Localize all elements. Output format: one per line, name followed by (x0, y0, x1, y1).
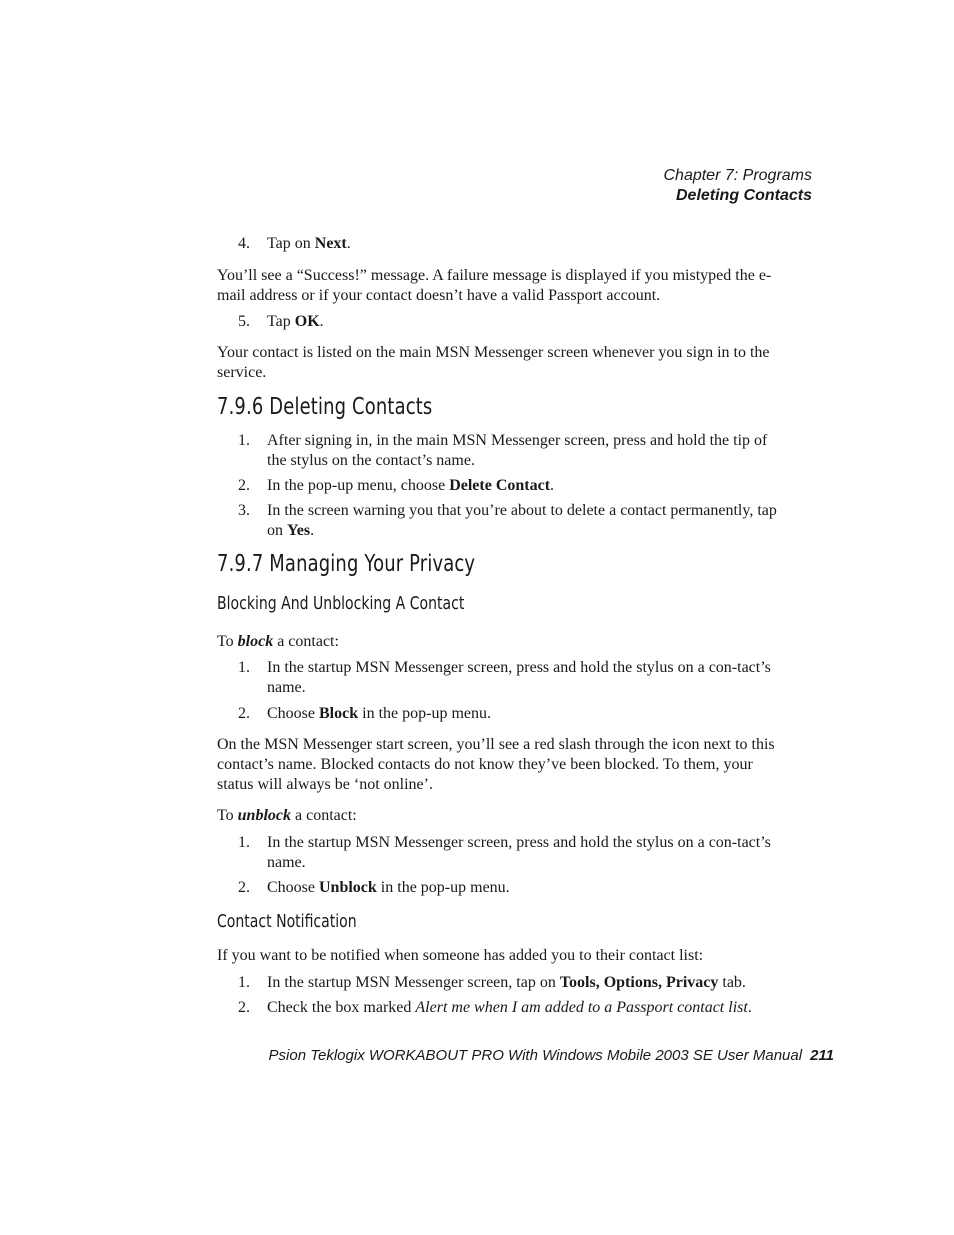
running-footer (269, 1047, 834, 1064)
item-bold: Unblock (319, 879, 377, 896)
item-number: 2. (238, 477, 250, 494)
page-number: 211 (810, 1047, 834, 1064)
item-text: In the startup MSN Messenger screen, press and hold the stylus on a con-tact’s name. (267, 659, 771, 696)
list-item (238, 658, 783, 698)
item-text-end: in the pop-up menu. (358, 705, 491, 722)
intro-text: To (217, 807, 238, 824)
list-item (238, 998, 783, 1018)
item-text: In the screen warning you that you’re about to delete a contact permanently, tap on (267, 502, 777, 539)
list-item (238, 833, 783, 873)
item-text-end: . (319, 313, 324, 330)
item-bold: Tools, Options, Privacy (559, 974, 719, 991)
item-text: Choose (267, 705, 319, 722)
paragraph (217, 632, 779, 652)
item-text-end: tab. (718, 974, 746, 991)
item-number: 3. (238, 502, 250, 519)
item-bold: Next (314, 235, 347, 252)
list-item (238, 312, 783, 332)
paragraph: If you want to be notified when someone has added you to their contact list: (217, 947, 704, 964)
item-number: 1. (238, 659, 250, 676)
item-text-end: . (310, 522, 315, 539)
intro-emphasis: unblock (237, 807, 291, 824)
intro-text-end: a contact: (291, 807, 357, 824)
item-number: 2. (238, 879, 250, 896)
item-text-end: . (550, 477, 555, 494)
paragraph: On the MSN Messenger start screen, you’ll see a red slash through the icon next to this contact’s name. Blocked contacts do not know they’ve been blocked. To them, your status will always be ‘not online’. (217, 736, 775, 793)
item-text: Choose (267, 879, 319, 896)
item-emphasis: Alert me when I am added to a Passport contact list (415, 999, 748, 1016)
item-text: Check the box marked (267, 999, 416, 1016)
item-text-end: . (346, 235, 351, 252)
item-number: 5. (238, 313, 250, 330)
item-bold: Block (319, 705, 359, 722)
item-number: 2. (238, 705, 250, 722)
list-item (238, 501, 783, 541)
item-text-end: . (747, 999, 752, 1016)
intro-text: To (217, 633, 238, 650)
item-bold: Yes (287, 522, 311, 539)
list-item (238, 973, 783, 993)
item-number: 1. (238, 834, 250, 851)
list-item (238, 476, 783, 496)
subsection-heading: Contact Notification (217, 911, 357, 932)
footer-title: Psion Teklogix WORKABOUT PRO With Windows Mobile 2003 SE User Manual (268, 1047, 803, 1064)
item-text: In the pop-up menu, choose (267, 477, 450, 494)
section-heading: 7.9.6 Deleting Contacts (217, 394, 433, 420)
intro-emphasis: block (237, 633, 274, 650)
item-text: Tap on (267, 235, 315, 252)
section-heading: 7.9.7 Managing Your Privacy (217, 551, 476, 577)
item-text-end: in the pop-up menu. (376, 879, 510, 896)
item-number: 1. (238, 432, 250, 449)
item-text: In the startup MSN Messenger screen, tap on (267, 974, 560, 991)
paragraph (217, 806, 779, 826)
item-bold: OK (294, 313, 320, 330)
list-item (238, 431, 783, 471)
item-number: 2. (238, 999, 250, 1016)
item-bold: Delete Contact (449, 477, 551, 494)
item-text: Tap (267, 313, 295, 330)
running-header-section: Deleting Contacts (675, 187, 812, 204)
item-text: In the startup MSN Messenger screen, press and hold the stylus on a con-tact’s name. (267, 834, 771, 871)
intro-text-end: a contact: (273, 633, 339, 650)
running-header-chapter: Chapter 7: Programs (663, 167, 812, 184)
list-item (238, 878, 783, 898)
subsection-heading: Blocking And Unblocking A Contact (217, 593, 465, 614)
item-text: After signing in, in the main MSN Messenger screen, press and hold the tip of the stylus on the contact’s name. (267, 432, 768, 469)
item-number: 4. (238, 235, 250, 252)
item-number: 1. (238, 974, 250, 991)
list-item (238, 704, 783, 724)
paragraph: Your contact is listed on the main MSN Messenger screen whenever you sign in to the service. (217, 344, 770, 381)
paragraph: You’ll see a “Success!” message. A failure message is displayed if you mistyped the e-mail address or if your contact doesn’t have a valid Passport account. (217, 267, 772, 304)
list-item (238, 234, 783, 254)
